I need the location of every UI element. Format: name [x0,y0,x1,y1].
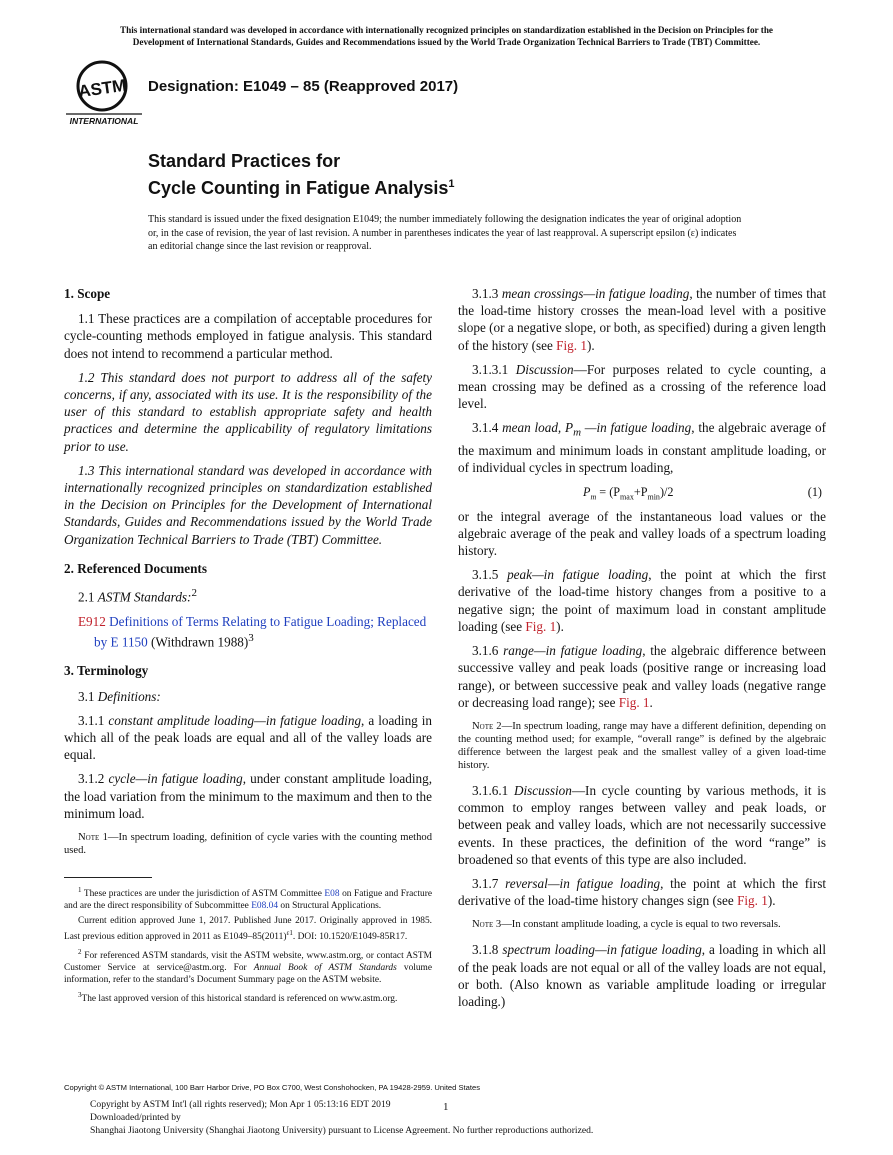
para-3-1-num: 3.1 [78,688,95,704]
footnote-1-c: on Structural Applications. [280,901,382,912]
note-1-text: —In spectrum loading, definition of cycle varies with the counting method used. [64,832,432,857]
copyright-line: Copyright © ASTM International, 100 Barr Harbor Drive, PO Box C700, West Conshohocken, PA 19428-2959. United States [64,1083,481,1092]
eq-lhs: P [583,484,591,499]
para-3-1-7-rest: , the point at which the first derivative of the load-time history changes sign (see [458,875,826,909]
para-3-1-7-num: 3.1.7 [472,875,499,891]
para-3-1-6-term: range—in fatigue loading [503,643,643,659]
para-3-1-8-rest: , a loading in which all of the peak loads are not equal or all of the valley loads are not equal, or both. (Also known as variable amplitude loading or irregular loading.) [458,942,826,1009]
title-line2-text: Cycle Counting in Fatigue Analysis [148,178,449,198]
download-line1: Copyright by ASTM Int'l (all rights reserved); Mon Apr 1 05:13:16 EDT 2019 [90,1099,391,1110]
ref-e912 [64,613,432,651]
astm-logo [64,56,144,128]
para-3-1-3-1-num: 3.1.3.1 [472,361,509,377]
para-after-equation: or the integral average of the instantaneous load values or the algebraic average of the peak and valley loads of a spectrum loading history. [458,508,826,559]
footnote-2: $^2$ For referenced ASTM standards, visit the ASTM website, www.astm.org, or contact ASTM Customer Service at service@astm.org. For Annual Book of ASTM Standards volume information, refer to the standard’s Document Summary page on the ASTM website. [64,947,433,986]
ref-e912-code-link[interactable]: E912 [78,613,106,629]
para-2-1-num: 2.1 [78,589,95,605]
para-3-1-text: Definitions: [97,688,161,704]
para-3-1-4-num: 3.1.4 [472,420,499,436]
para-1-3-text: 1.3 This international standard was developed in accordance with internationally recognized principles on standardization established in the Decision on Principles for the Development of International Standards, Guides and Recommendations issued by the World Trade Organization Technical Barriers to Trade (TBT) Committee. [64,462,432,547]
para-3-1-5: 3.1.5 peak—in fatigue loading, the point at which the first derivative of the load-time history changes from a positive to a negative sign; the point of maximum load in constant amplitude loading (see Fig. 1). [458,567,826,634]
para-3-1-6-rest: , the algebraic difference between successive valley and peak loads (positive range or increasing load range), or between successive peak and valley loads (negative range or decreasing load range); see [458,643,826,710]
footnote-rule [64,877,152,878]
footnote-3-text: The last approved version of this historical standard is referenced on www.astm.org. [81,993,398,1004]
note-3-label: Note 3 [472,919,502,931]
eq-plus: +P [633,484,648,499]
para-3-1-2-term: cycle—in fatigue loading [108,771,243,787]
download-line2: Downloaded/printed by [90,1112,181,1124]
tbt-notice-line1: This international standard was developed in accordance with internationally recognized principles on standardization established in the Decision on Principles for the [119,25,774,35]
para-1-1: 1.1 These practices are a compilation of acceptable procedures for cycle-counting methods employed in fatigue analysis. This standard does not intend to recommend a particular method. [64,311,432,361]
tbt-notice-line2: Development of International Standards, Guides and Recommendations issued by the World Trade Organization Technical Barriers to Trade (TBT) Committee. [132,37,761,47]
fig1-link[interactable]: Fig. 1 [556,337,587,353]
footnote-1-a: These practices are under the jurisdiction of ASTM Committee [83,889,322,900]
footnote-e0804-link[interactable]: E08.04 [251,901,279,912]
fig1-link[interactable]: Fig. 1 [525,618,557,634]
para-3-1-4-term2: —in fatigue loading [584,420,692,436]
footnote-2-b: volume information, refer to the standard’s Document Summary page on the ASTM website. [64,962,433,986]
ref-e912-title-link[interactable]: Definitions of Terms Relating to Fatigue Loading; Replaced by E 1150 [94,613,427,650]
para-3-1-6-1-rest: —In cycle counting by various methods, it is common to employ ranges between valley and peak loads, or between peak and valley loads, which are not necessarily successive events. In these practices, the definition of the word “range” is broadened so that events of this type are also included. [458,782,826,867]
para-3-1-2-rest: , under constant amplitude loading, the load variation from the minimum to the maximum and then to the minimum load. [64,771,432,821]
para-1-2 [64,369,432,455]
download-line3: Shanghai Jiaotong University (Shanghai Jiaotong University) pursuant to License Agreement. No further reproductions authorized. [90,1125,594,1137]
ref-e912-sup: 3 [248,631,254,644]
download-info [90,1098,593,1138]
equation-1-expression [583,484,673,506]
para-3-1-6-1-num: 3.1.6.1 [472,782,509,798]
para-3-1-2 [64,770,432,822]
ref-e912-tail: (Withdrawn 1988) [151,634,249,650]
fig1-link[interactable]: Fig. 1 [737,893,768,909]
title-line2 [148,173,455,200]
para-3-1-8 [458,941,826,1010]
footnote-1: $^1$ These practices are under the jurisdiction of ASTM Committee E08 on Fatigue and Fracture and are the direct responsibility of Subcommittee E08.04 on Structural Applications. [64,886,432,912]
page-number: 1 [443,1101,449,1113]
equation-1-number: (1) [807,484,822,499]
footnote-3: $^3$The last approved version of this historical standard is referenced on www.astm.org. [78,990,398,1004]
footnote-current-sup: ε1 [286,929,293,938]
para-3-1-8-num: 3.1.8 [472,942,499,958]
footnote-1-b: on Fatigue and Fracture and are the direct responsibility of Subcommittee [64,889,432,912]
issued-text: This standard is issued under the fixed designation E1049; the number immediately following the designation indicates the year of original adoption or, in the case of revision, the year of last revision. A number in parentheses indicates the year of last reapproval. A superscript epsilon (ε) indicates an editorial change since the last revision or reapproval. [148,214,742,252]
eq-min: min [647,492,660,502]
para-3-1-3-1-discussion: Discussion [515,361,574,377]
note-3 [458,918,826,931]
para-1-3 [64,462,432,548]
right-column [458,285,826,1017]
equation-1 [458,484,826,504]
note-2-label: Note 2 [472,720,502,732]
para-3-1-5-num: 3.1.5 [472,567,499,583]
fig1-link[interactable]: Fig. 1 [618,694,650,710]
note-2-text: —In spectrum loading, range may have a different definition, depending on the counting method used; for example, “overall range” is defined by the algebraic difference between the largest peak and the smallest valley of a given load-time history. [458,720,827,771]
footnote-current-a: Current edition approved June 1, 2017. Published June 2017. Originally approved in 1985. Last previous edition approved in 2011 as E1049–85(2011) [64,915,432,943]
note-2 [458,720,826,772]
para-3-1-4-rest: , the algebraic average of the maximum and minimum loads in constant amplitude loading, or of individual cycles in spectrum loading, [458,420,827,476]
para-3-1-3: 3.1.3 mean crossings—in fatigue loading, the number of times that the load-time history crosses the mean-load level with a positive slope (or a negative slope, or both, as specified) during a given length of the history (see Fig. 1). [458,286,826,353]
para-3-1-1-term: constant amplitude loading—in fatigue loading [108,712,362,728]
para-3-1-2-num: 3.1.2 [78,771,105,787]
para-3-1-3-1-rest: —For purposes related to cycle counting, a mean crossing may be defined as a crossing of the reference load level. [458,361,827,412]
para-3-1-8-term: spectrum loading—in fatigue loading [502,942,702,958]
para-3-1-5-term: peak—in fatigue loading [507,567,649,583]
title-footnote-ref: 1 [448,178,455,190]
astm-logo-letters: ASTM [77,75,128,102]
para-3-1-4-term: mean load, P [502,420,574,436]
footnote-2-italic: Annual Book of ASTM Standards [253,962,397,973]
para-3-1-1 [64,712,432,764]
para-3-1-3-rest: , the number of times that the load-time history crosses the mean-load level with a positive slope (or a negative slope, or both, as specified) during a given length of the history (see [458,286,826,353]
tbt-notice [60,24,833,48]
footnote-current-edition [64,915,432,944]
astm-logo-sub: INTERNATIONAL [69,116,139,126]
eq-lhs-sub: m [590,492,597,502]
para-2-1-text: ASTM Standards: [97,589,192,605]
left-column [64,285,432,1007]
note-3-text: —In constant amplitude loading, a cycle is equal to two reversals. [501,919,781,931]
para-3-1-7-term: reversal—in fatigue loading [505,875,661,891]
footnote-2-a: For referenced ASTM standards, visit the ASTM website, www.astm.org, or contact ASTM Customer Service at service@astm.org. For [64,950,432,973]
para-3-1-4-sub: m [573,427,582,440]
para-3-1 [64,688,432,705]
para-3-1-6-1 [458,782,826,868]
para-3-1-1-rest: , a loading in which all of the peak loads are equal and all of the valley loads are equal. [64,712,433,763]
para-3-1-6: 3.1.6 range—in fatigue loading, the algebraic difference between successive valley and peak loads (positive range or increasing load range), or between successive peak and valley loads (negative range or decreasing load range); see Fig. 1. [458,643,826,710]
refdocs-heading: 2. Referenced Documents [64,560,207,576]
eq-max: max [620,492,634,502]
para-1-2-text: 1.2 This standard does not purport to address all of the safety concerns, if any, associated with its use. It is the responsibility of the user of this standard to establish appropriate safety and health practices and determine the applicability of regulatory limitations prior to use. [64,369,432,454]
para-3-1-3-num: 3.1.3 [472,286,499,301]
note-1 [64,831,432,857]
footnote-current-b: . DOI: 10.1520/E1049-85R17. [292,932,408,943]
document-title [148,150,455,200]
para-3-1-6-num: 3.1.6 [472,643,499,659]
para-3-1-3-term: mean crossings—in fatigue loading [501,286,690,301]
para-3-1-3-1 [458,361,826,413]
para-3-1-6-1-discussion: Discussion [513,782,572,798]
para-3-1-1-num: 3.1.1 [78,712,105,728]
note-1-label: Note 1 [78,832,108,844]
footnote-e08-link[interactable]: E08 [324,889,340,900]
para-3-1-5-rest: , the point at which the first derivative of the load-time history changes from a positive to a negative sign; the point of maximum load in constant amplitude loading (see [458,567,826,634]
eq-end: )/2 [659,484,674,499]
eq-mid: = (P [596,484,621,499]
designation: Designation: E1049 – 85 (Reapproved 2017) [148,78,459,95]
terminology-heading: 3. Terminology [64,663,149,679]
para-3-1-7: 3.1.7 reversal—in fatigue loading, the point at which the first derivative of the load-time history changes sign (see Fig. 1). [458,875,826,909]
para-2-1 [64,585,432,606]
para-3-1-4 [458,419,826,476]
title-line1: Standard Practices for [148,151,341,171]
para-2-1-sup: 2 [191,587,197,600]
scope-heading: 1. Scope [64,286,111,301]
